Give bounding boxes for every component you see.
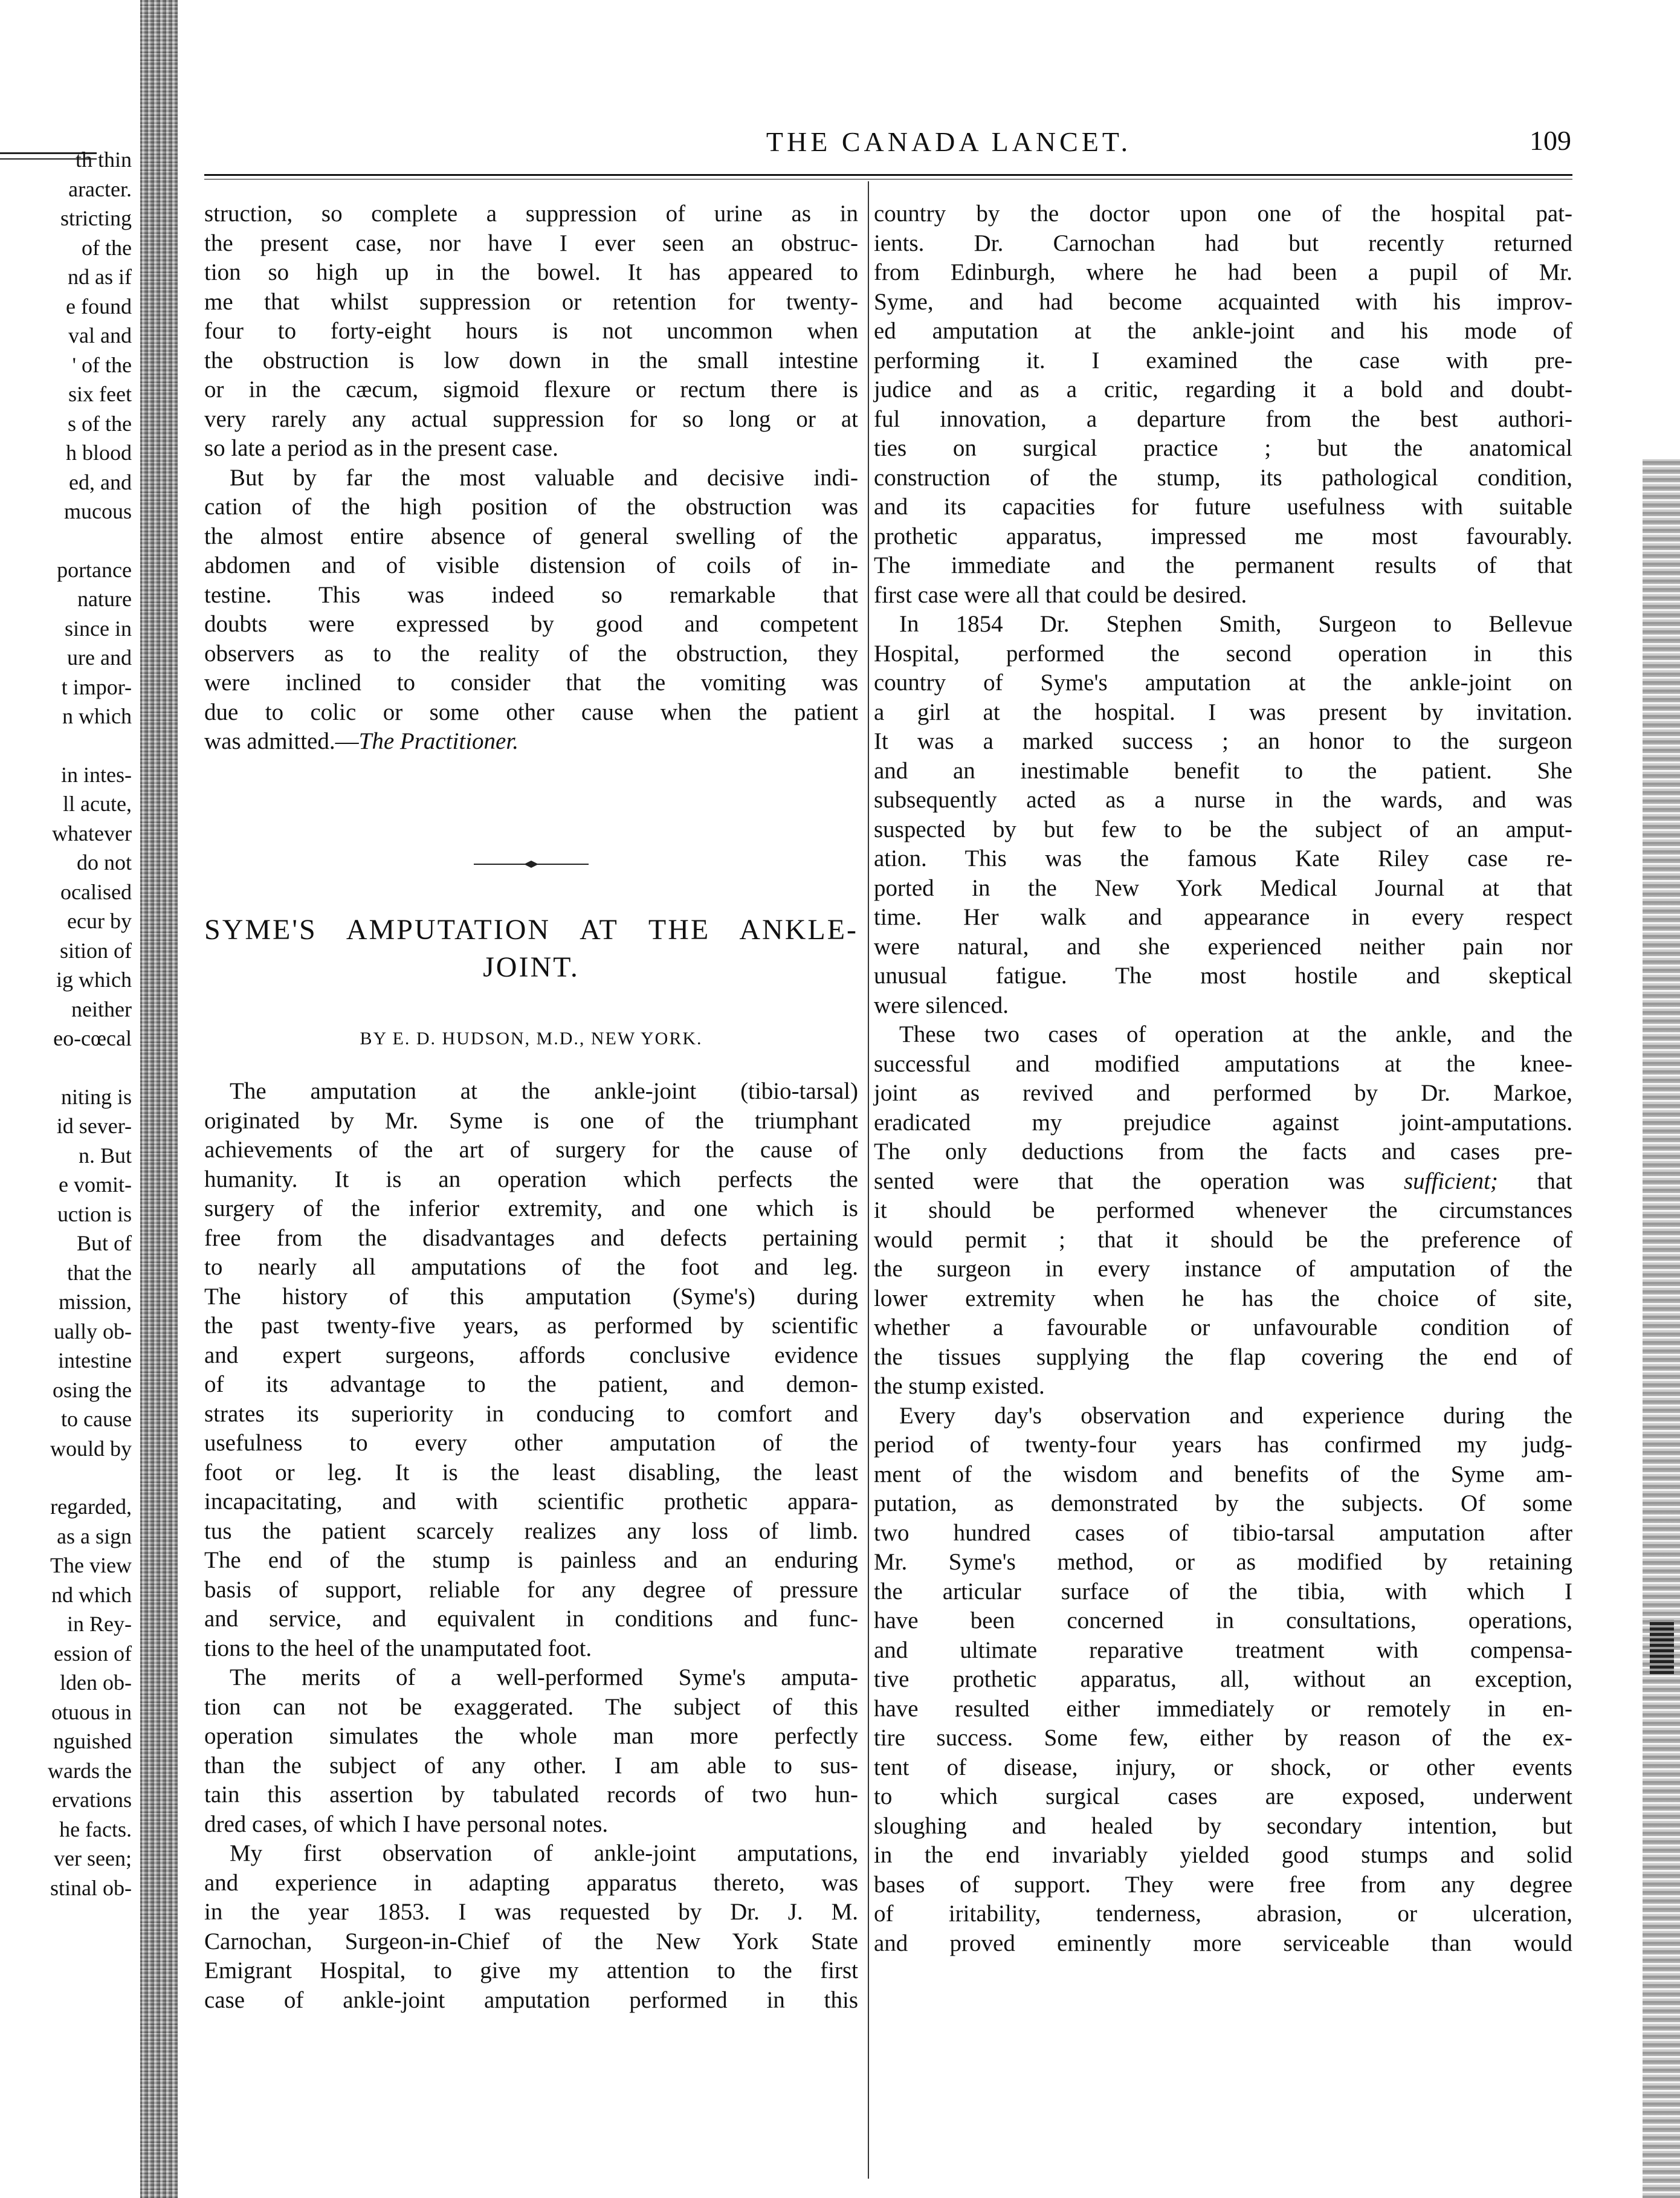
text-line: judice and as a critic, regarding it a bold and doubt-: [874, 377, 1572, 402]
text-line: period of twenty-four years has confirmed my judg-: [874, 1432, 1572, 1458]
text-line: These two cases of operation at the ankle, and the: [899, 1021, 1572, 1047]
left-fragment-line: ocalised: [60, 879, 132, 904]
left-fragment-line: s of the: [68, 411, 132, 436]
text-line: due to colic or some other cause when the patient: [204, 699, 858, 725]
text-line: the obstruction is low down in the small intestine: [204, 347, 858, 373]
text-line: two hundred cases of tibio-tarsal amputation after: [874, 1519, 1572, 1546]
text-line: and an inestimable benefit to the patient. She: [874, 757, 1572, 784]
left-fragment-line: t impor-: [61, 674, 132, 699]
text-line: and ultimate reparative treatment with compensa-: [874, 1637, 1572, 1663]
text-line: originated by Mr. Syme is one of the triumphant: [204, 1107, 858, 1134]
text-line: ed amputation at the ankle-joint and his mode of: [874, 318, 1572, 344]
left-fragment-line: e found: [66, 294, 132, 318]
text-line: achievements of the art of surgery for the cause of: [204, 1137, 858, 1163]
left-fragment-line: ig which: [56, 968, 132, 992]
header-rule: [204, 174, 1572, 176]
left-fragment-line: would by: [50, 1436, 132, 1461]
text-line: The merits of a well-performed Syme's amputa-: [230, 1664, 858, 1690]
text-line: usefulness to every other amputation of the: [204, 1430, 858, 1456]
left-fragment-line: h blood: [65, 441, 132, 465]
text-line: The amputation at the ankle-joint (tibio-tarsal): [230, 1078, 858, 1104]
text-line: cation of the high position of the obstruction was: [204, 494, 858, 520]
left-fragment-line: ervations: [52, 1788, 132, 1812]
left-fragment-line: aracter.: [68, 176, 132, 201]
left-page-fragment: [0, 145, 132, 1902]
text-line: from Edinburgh, where he had been a pupil of Mr.: [874, 259, 1572, 285]
text-line: and its capacities for future usefulness with suitable: [874, 494, 1572, 520]
left-fragment-line: eo-cœcal: [53, 1026, 132, 1050]
text-line: tus the patient scarcely realizes any loss of limb.: [204, 1518, 858, 1544]
text-line: first case were all that could be desired.: [874, 581, 1247, 608]
left-fragment-line: [0, 1463, 132, 1492]
text-line: in the end invariably yielded good stumps and solid: [874, 1842, 1572, 1868]
text-line: than the subject of any other. I am able to sus-: [204, 1752, 858, 1779]
text-line: tions to the heel of the unamputated foot.: [204, 1635, 592, 1661]
text-line: basis of support, reliable for any degree of pressure: [204, 1576, 858, 1603]
left-fragment-line: six feet: [68, 382, 132, 406]
article-title: [204, 911, 858, 986]
left-fragment-line: stinal ob-: [50, 1875, 132, 1900]
left-fragment-line: n which: [62, 704, 132, 728]
text-line: tain this assertion by tabulated records of two hun-: [204, 1782, 858, 1808]
left-column-article: [204, 1077, 858, 2015]
text-line: it should be performed whenever the circumstances: [874, 1197, 1572, 1223]
left-fragment-line: [0, 731, 132, 760]
left-fragment-line: nature: [77, 587, 132, 611]
text-line: abdomen and of visible distension of coils of in-: [204, 552, 858, 578]
page-number: 109: [1530, 125, 1571, 156]
text-line: to nearly all amputations of the foot and leg.: [204, 1254, 858, 1280]
text-line: the tissues supplying the flap covering the end of: [874, 1343, 1572, 1370]
left-fragment-line: osing the: [53, 1377, 132, 1402]
left-fragment-line: otuous in: [51, 1699, 132, 1724]
left-fragment-line: nd which: [51, 1582, 132, 1607]
left-column-top: [204, 199, 858, 757]
left-fragment-line: ure and: [67, 645, 132, 670]
text-line: successful and modified amputations at the knee-: [874, 1050, 1572, 1077]
text-line: would permit ; that it should be the preference of: [874, 1226, 1572, 1253]
text-line: Mr. Syme's method, or as modified by retaining: [874, 1549, 1572, 1575]
text-line: In 1854 Dr. Stephen Smith, Surgeon to Bellevue: [899, 611, 1572, 637]
text-line: The history of this amputation (Syme's) during: [204, 1283, 858, 1310]
left-fragment-line: val and: [68, 323, 132, 347]
left-fragment-line: mission,: [58, 1290, 132, 1314]
text-line: ation. This was the famous Kate Riley case re-: [874, 845, 1572, 871]
text-line: incapacitating, and with scientific prothetic appara-: [204, 1488, 858, 1514]
text-line: surgery of the inferior extremity, and one which is: [204, 1195, 858, 1221]
text-line: performing it. I examined the case with pre-: [874, 347, 1572, 373]
text-line: strates its superiority in conducing to comfort and: [204, 1400, 858, 1427]
edge-mark: [1650, 1620, 1674, 1674]
text-line: Emigrant Hospital, to give my attention to the first: [204, 1957, 858, 1983]
text-line: tive prothetic apparatus, all, without an exception,: [874, 1666, 1572, 1692]
left-fragment-line: ver seen;: [54, 1846, 132, 1870]
text-line: case of ankle-joint amputation performed in this: [204, 1986, 858, 2013]
text-line: testine. This was indeed so remarkable that: [204, 581, 858, 608]
text-line: suspected by but few to be the subject of an amput-: [874, 816, 1572, 842]
text-line: prothetic apparatus, impressed me most favourably.: [874, 523, 1572, 549]
left-fragment-line: ually ob-: [54, 1319, 132, 1343]
running-head: THE CANADA LANCET.: [766, 126, 1132, 157]
text-line: The only deductions from the facts and cases pre-: [874, 1139, 1572, 1165]
text-line: ported in the New York Medical Journal at that: [874, 874, 1572, 901]
text-line: me that whilst suppression or retention for twenty-: [204, 288, 858, 315]
emphasis-sufficient: sufficient;: [1365, 1168, 1498, 1194]
left-fragment-line: But of: [76, 1231, 132, 1255]
left-fragment-line: of the: [82, 235, 132, 260]
text-line: The immediate and the permanent results of that: [874, 552, 1572, 578]
text-line: of iritability, tenderness, abrasion, or ulceration,: [874, 1901, 1572, 1927]
text-line: But by far the most valuable and decisive indi-: [230, 464, 858, 491]
text-line: putation, as demonstrated by the subjects. Of some: [874, 1490, 1572, 1516]
text-line: Syme, and had become acquainted with his improv-: [874, 288, 1572, 315]
text-line: a girl at the hospital. I was present by invitation.: [874, 699, 1572, 725]
left-fragment-line: niting is: [60, 1084, 132, 1109]
text-line: ties on surgical practice ; but the anatomical: [874, 435, 1572, 461]
text-line: the present case, nor have I ever seen an obstruc-: [204, 230, 858, 256]
text-line: and service, and equivalent in conditions and func-: [204, 1606, 858, 1632]
text-line: country by the doctor upon one of the hospital pat-: [874, 201, 1572, 227]
left-fragment-line: wards the: [48, 1758, 132, 1783]
left-fragment-line: portance: [57, 557, 132, 582]
text-line: have been concerned in consultations, operations,: [874, 1608, 1572, 1634]
text-line: very rarely any actual suppression for so long or at: [204, 406, 858, 432]
left-fragment-line: id sever-: [56, 1114, 132, 1138]
text-line: ful innovation, a departure from the best authori-: [874, 406, 1572, 432]
text-line: dred cases, of which I have personal notes.: [204, 1811, 609, 1837]
text-line: free from the disadvantages and defects pertaining: [204, 1224, 858, 1251]
left-fragment-line: lden ob-: [60, 1670, 132, 1695]
text-line: humanity. It is an operation which perfects the: [204, 1166, 858, 1192]
text-line: and expert surgeons, affords conclusive evidence: [204, 1342, 858, 1368]
left-fragment-line: as a sign: [57, 1524, 132, 1548]
left-fragment-line: th thin: [75, 147, 132, 172]
left-fragment-line: stricting: [60, 206, 132, 230]
column-rule: [868, 181, 869, 2179]
text-line: of its advantage to the patient, and demon-: [204, 1371, 858, 1397]
text-line: have resulted either immediately or remotely in en-: [874, 1695, 1572, 1722]
text-line: subsequently acted as a nurse in the wards, and was: [874, 787, 1572, 813]
left-fragment-line: regarded,: [50, 1495, 132, 1519]
text-line: doubts were expressed by good and competent: [204, 611, 858, 637]
left-fragment-line: to cause: [61, 1407, 132, 1431]
text-line: joint as revived and performed by Dr. Markoe,: [874, 1080, 1572, 1106]
left-fragment-line: e vomit-: [59, 1172, 132, 1197]
left-fragment-line: mucous: [64, 499, 132, 523]
text-line: operation simulates the whole man more perfectly: [204, 1723, 858, 1749]
text-line: time. Her walk and appearance in every respect: [874, 904, 1572, 930]
text-line: unusual fatigue. The most hostile and skeptical: [874, 963, 1572, 989]
text-line: tion so high up in the bowel. It has appeared to: [204, 259, 858, 285]
text-line: were silenced.: [874, 992, 1009, 1018]
text-line: sloughing and healed by secondary intention, but: [874, 1812, 1572, 1839]
right-column: [874, 199, 1572, 1958]
left-fragment-line: sition of: [59, 938, 132, 963]
text-line: to which surgical cases are exposed, underwent: [874, 1783, 1572, 1809]
left-fragment-line: uction is: [57, 1201, 132, 1226]
left-fragment-line: ecur by: [67, 909, 132, 933]
text-line: the almost entire absence of general swelling of the: [204, 523, 858, 549]
left-fragment-line: ession of: [54, 1641, 132, 1666]
text-line: were natural, and she experienced neither pain nor: [874, 933, 1572, 960]
text-line: It was a marked success ; an honor to the surgeon: [874, 728, 1572, 754]
ornament-divider: [474, 861, 589, 868]
left-fragment-line: n. But: [78, 1143, 132, 1168]
text-line: tire success. Some few, either by reason of the ex-: [874, 1725, 1572, 1751]
text-line: or in the cæcum, sigmoid flexure or rectum there is: [204, 377, 858, 402]
text-line: sented were that the operation was sufficient; that: [874, 1168, 1572, 1194]
text-line: tion can not be exaggerated. The subject of this: [204, 1693, 858, 1720]
binding-gutter-left: [140, 0, 178, 2198]
left-fragment-line: nd as if: [68, 265, 132, 289]
text-line: observers as to the reality of the obstruction, they: [204, 640, 858, 667]
left-fragment-line: do not: [76, 850, 132, 874]
article-byline: BY E. D. HUDSON, M.D., NEW YORK.: [360, 1029, 703, 1049]
text-line: country of Syme's amputation at the ankle-joint on: [874, 670, 1572, 696]
text-line: tent of disease, injury, or shock, or other events: [874, 1754, 1572, 1780]
text-fragment: that: [1497, 1168, 1572, 1194]
text-line: and proved eminently more serviceable than would: [874, 1930, 1572, 1956]
text-line: ment of the wisdom and benefits of the Syme am-: [874, 1461, 1572, 1487]
text-line: in the year 1853. I was requested by Dr. J. M.: [204, 1899, 858, 1925]
text-line: lower extremity when he has the choice of site,: [874, 1285, 1572, 1311]
source-citation: The Practitioner.: [358, 728, 519, 754]
text-line: My first observation of ankle-joint amputations,: [230, 1840, 858, 1866]
left-fragment-line: [0, 526, 132, 555]
text-line: and experience in adapting apparatus thereto, was: [204, 1869, 858, 1896]
text-line: foot or leg. It is the least disabling, the least: [204, 1459, 858, 1485]
binding-edge-right: [1643, 459, 1680, 2198]
text-line: construction of the stump, its pathological condition,: [874, 464, 1572, 491]
text-line: four to forty-eight hours is not uncommon when: [204, 318, 858, 344]
text-line: The end of the stump is painless and an enduring: [204, 1547, 858, 1573]
text-line: eradicated my prejudice against joint-amputations.: [874, 1109, 1572, 1136]
left-fragment-line: ed, and: [69, 470, 132, 494]
article-title-line-1: SYME'S AMPUTATION AT THE ANKLE-: [204, 914, 858, 946]
text-line: bases of support. They were free from any degree: [874, 1871, 1572, 1898]
left-fragment-line: ll acute,: [63, 792, 132, 816]
left-fragment-line: nguished: [53, 1729, 132, 1753]
text-line: the stump existed.: [874, 1373, 1045, 1399]
text-line: Every day's observation and experience during the: [899, 1402, 1572, 1429]
text-line: ients. Dr. Carnochan had but recently returned: [874, 230, 1572, 256]
left-fragment-line: intestine: [58, 1348, 132, 1372]
text-line: the past twenty-five years, as performed by scientific: [204, 1313, 858, 1339]
text-line: the surgeon in every instance of amputation of the: [874, 1256, 1572, 1282]
text-line: was admitted.—The Practitioner.: [204, 728, 519, 754]
text-line: whether a favourable or unfavourable condition of: [874, 1314, 1572, 1340]
left-fragment-line: he facts.: [59, 1817, 132, 1841]
left-fragment-line: ' of the: [72, 352, 132, 377]
left-fragment-line: whatever: [52, 821, 132, 845]
text-line: were inclined to consider that the vomiting was: [204, 670, 858, 696]
left-fragment-line: that the: [67, 1260, 132, 1285]
text-line: so late a period as in the present case.: [204, 435, 558, 461]
left-fragment-line: since in: [65, 616, 132, 641]
left-fragment-line: in Rey-: [67, 1612, 132, 1636]
left-fragment-line: The view: [50, 1553, 132, 1577]
text-line: the articular surface of the tibia, with which I: [874, 1578, 1572, 1605]
text-line: Carnochan, Surgeon-in-Chief of the New York State: [204, 1928, 858, 1954]
text-line: struction, so complete a suppression of urine as in: [204, 201, 858, 227]
left-fragment-line: neither: [71, 997, 132, 1021]
left-fragment-line: in intes-: [61, 762, 132, 787]
left-fragment-line: [0, 1053, 132, 1082]
article-title-line-2: JOINT.: [483, 951, 580, 983]
text-line: Hospital, performed the second operation in this: [874, 640, 1572, 667]
